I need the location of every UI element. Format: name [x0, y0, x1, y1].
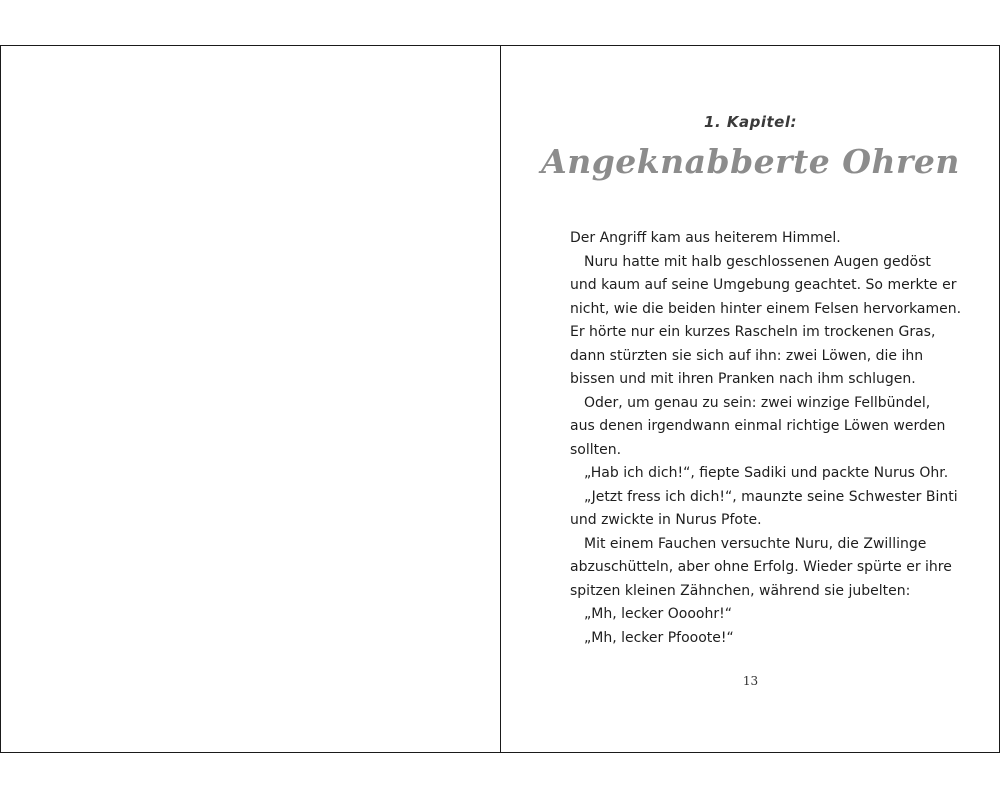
page-number: 13	[742, 674, 759, 688]
book-spread	[0, 45, 1000, 753]
chapter-title: Angeknabberte Ohren	[541, 142, 960, 181]
text-line: bissen und mit ihren Pranken nach ihm schlugen.	[570, 371, 916, 387]
text-line: sollten.	[570, 441, 622, 458]
text-line: Mit einem Fauchen versuchte Nuru, die Zwillinge	[584, 535, 927, 552]
chapter-label: 1. Kapitel:	[704, 113, 797, 131]
text-line: und zwickte in Nurus Pfote.	[570, 512, 762, 528]
text-line: dann stürzten sie sich auf ihn: zwei Löwen, die ihn	[570, 347, 924, 364]
text-line: spitzen kleinen Zähnchen, während sie jubelten:	[570, 582, 911, 599]
text-line: „Hab ich dich!“, fiepte Sadiki und packte Nurus Ohr.	[584, 465, 949, 481]
text-line: „Mh, lecker Pfooote!“	[584, 629, 734, 646]
left-page-blank	[0, 46, 501, 752]
right-page	[501, 46, 1000, 752]
text-line: abzuschütteln, aber ohne Erfolg. Wieder spürte er ihre	[570, 559, 952, 575]
text-line: Oder, um genau zu sein: zwei winzige Fellbündel,	[584, 394, 931, 411]
text-line: „Jetzt fress ich dich!“, maunzte seine Schwester Binti	[584, 488, 958, 505]
text-line: und kaum auf seine Umgebung geachtet. So merkte er	[570, 277, 957, 293]
text-line: aus denen irgendwann einmal richtige Löwen werden	[570, 418, 946, 434]
text-line: Nuru hatte mit halb geschlossenen Augen gedöst	[584, 253, 931, 270]
text-line: Der Angriff kam aus heiterem Himmel.	[570, 230, 841, 246]
text-line: „Mh, lecker Oooohr!“	[584, 606, 732, 622]
text-line: nicht, wie die beiden hinter einem Felsen hervorkamen.	[570, 300, 962, 317]
text-line: Er hörte nur ein kurzes Rascheln im trockenen Gras,	[570, 324, 936, 340]
chapter-body-text	[570, 227, 962, 650]
